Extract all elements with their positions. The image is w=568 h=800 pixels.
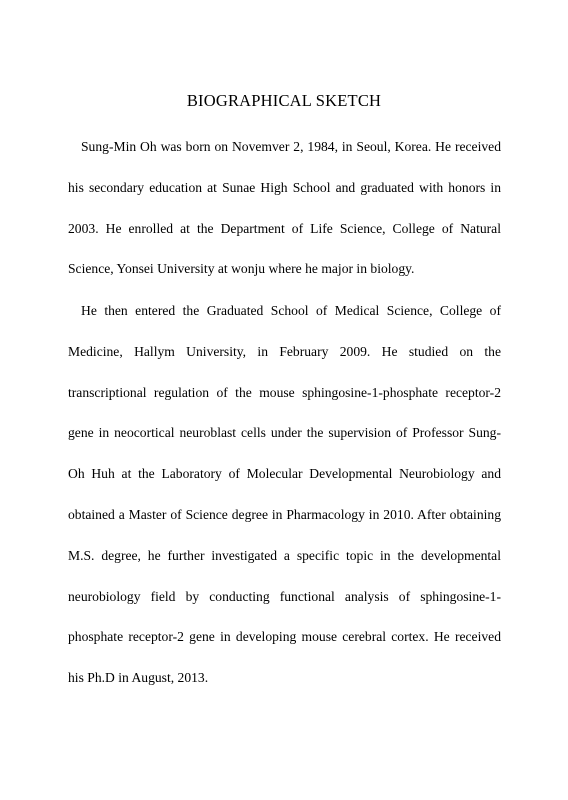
biography-paragraph-1: Sung-Min Oh was born on Novemver 2, 1984, in Seoul, Korea. He received his secondary education at Sunae High School and graduated with honors in 2003. He enrolled at the Department of Life Science, College of Natural Science, Yonsei University at wonju where he major in biology. (68, 139, 501, 277)
biography-paragraph-2: He then entered the Graduated School of Medical Science, College of Medicine, Hallym University, in February 2009. He studied on the transcriptional regulation of the mouse sphingosine-1-phosphate receptor-2 gene in neocortical neuroblast cells under the supervision of Professor Sung-Oh Huh at the Laboratory of Molecular Developmental Neurobiology and obtained a Master of Science degree in Pharmacology in 2010. After obtaining M.S. degree, he further investigated a specific topic in the developmental neurobiology field by conducting functional analysis of sphingosine-1-phosphate receptor-2 gene in developing mouse cerebral cortex. He received his Ph.D in August, 2013. (68, 303, 501, 686)
document-title: BIOGRAPHICAL SKETCH (186, 91, 382, 110)
